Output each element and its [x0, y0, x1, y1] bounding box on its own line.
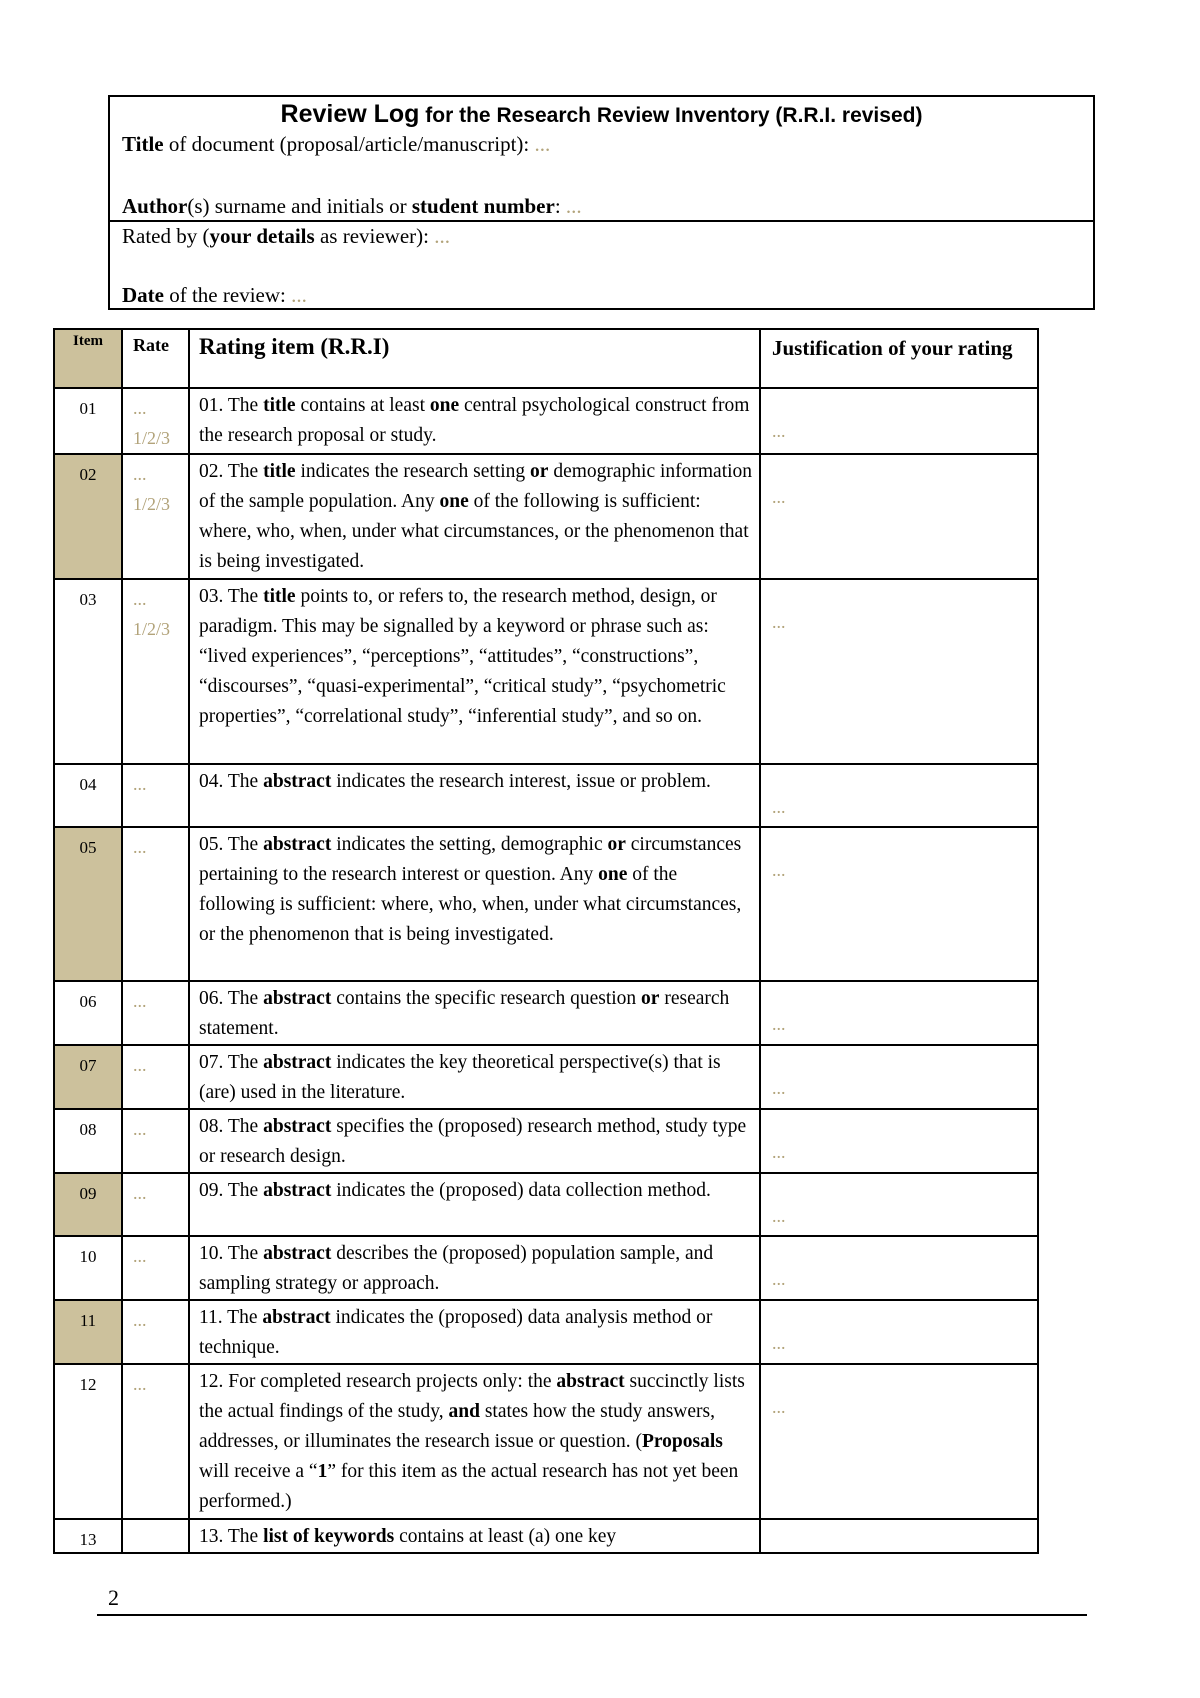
rating-item-segment: of the following is sufficient: where, who, when, under what circumstances, or the phenomenon that is being investigated. — [199, 864, 742, 945]
table-row — [54, 1173, 1038, 1236]
justification-placeholder: ... — [772, 612, 786, 632]
rate-input-cell[interactable] — [122, 579, 189, 764]
rating-item-text — [189, 1173, 760, 1236]
justification-placeholder: ... — [772, 1142, 786, 1162]
reviewer-info-section — [110, 220, 1093, 308]
item-number-cell: 05 — [54, 827, 122, 981]
rating-item-text — [189, 1300, 760, 1364]
rate-scale-hint: 1/2/3 — [133, 494, 171, 514]
rated-by-label-rest: as reviewer): — [314, 224, 435, 248]
rating-item-emphasis: abstract — [263, 771, 332, 792]
rating-table-body — [54, 388, 1038, 1553]
rating-item-emphasis: or — [607, 834, 626, 855]
rating-item-segment: succinctly lists the actual findings of the study, — [199, 1371, 745, 1422]
rating-item-text — [189, 981, 760, 1045]
rating-item-emphasis: abstract — [263, 834, 332, 855]
rating-item-segment: indicates the research setting — [295, 461, 531, 482]
rating-item-emphasis: abstract — [262, 1307, 331, 1328]
rate-placeholder: ... — [133, 1310, 147, 1330]
author-label-colon: : — [554, 194, 566, 218]
item-column-header: Item — [54, 329, 122, 388]
rate-placeholder: ... — [133, 1374, 147, 1394]
document-title-label-bold: Title — [122, 132, 164, 156]
date-label: of the review: — [163, 283, 292, 307]
rating-item-column-header: Rating item (R.R.I) — [189, 329, 760, 388]
date-placeholder: ... — [291, 283, 307, 307]
justification-placeholder: ... — [772, 797, 786, 817]
item-number-cell: 07 — [54, 1045, 122, 1109]
rate-input-cell[interactable] — [122, 454, 189, 579]
date-label-bold: Date — [122, 283, 164, 307]
rating-item-emphasis: title — [263, 461, 296, 482]
rating-item-segment: 04. The — [199, 771, 264, 792]
document-title-placeholder: ... — [534, 132, 551, 156]
rate-scale-hint: 1/2/3 — [133, 428, 171, 448]
rating-item-segment: indicates the key theoretical perspective(s) that is (are) used in the literature. — [199, 1052, 721, 1103]
rated-by-field[interactable] — [122, 223, 450, 249]
page-number: 2 — [108, 1585, 119, 1610]
rating-item-emphasis: one — [429, 395, 460, 416]
rating-item-text — [189, 1109, 760, 1173]
rating-item-emphasis: abstract — [263, 1180, 332, 1201]
justification-input-cell[interactable] — [760, 579, 1038, 764]
rate-input-cell[interactable] — [122, 1364, 189, 1519]
justification-input-cell[interactable] — [760, 827, 1038, 981]
rating-item-text — [189, 1236, 760, 1300]
rating-item-emphasis: abstract — [263, 1116, 332, 1137]
rating-item-segment: central psychological construct from the research proposal or study. — [199, 395, 750, 446]
rate-placeholder: ... — [133, 1055, 147, 1075]
table-row — [54, 388, 1038, 454]
rating-item-segment: ” for this item as the actual research has not yet been performed.) — [199, 1461, 739, 1512]
item-number-cell: 02 — [54, 454, 122, 579]
table-row — [54, 454, 1038, 579]
rate-input-cell[interactable] — [122, 764, 189, 827]
table-row — [54, 1236, 1038, 1300]
student-number-label: student number — [411, 194, 555, 218]
rating-item-segment: of the following is sufficient: where, who, when, under what circumstances, or the phenomenon that is being investigated. — [199, 491, 749, 572]
rate-input-cell[interactable] — [122, 1109, 189, 1173]
rating-item-segment: 09. The — [199, 1180, 264, 1201]
justification-placeholder: ... — [772, 1014, 786, 1034]
document-info-section — [110, 97, 1093, 220]
item-number-cell: 10 — [54, 1236, 122, 1300]
rating-item-segment: states how the study answers, addresses, or illuminates the research issue or question. ( — [199, 1401, 715, 1452]
rated-by-placeholder: ... — [434, 224, 450, 248]
rating-item-segment: 11. The — [199, 1307, 263, 1328]
rating-item-emphasis: title — [263, 395, 296, 416]
rating-item-emphasis: abstract — [263, 1052, 332, 1073]
justification-placeholder: ... — [772, 1333, 786, 1353]
rate-placeholder: ... — [133, 464, 147, 484]
rating-item-segment: specifies the (proposed) research method, study type or research design. — [199, 1116, 747, 1167]
rating-item-emphasis: abstract — [263, 988, 332, 1009]
rate-scale-hint: 1/2/3 — [133, 619, 171, 639]
rate-placeholder: ... — [133, 774, 147, 794]
rating-item-emphasis: 1 — [317, 1461, 328, 1482]
table-row — [54, 1364, 1038, 1519]
rating-item-emphasis: or — [530, 461, 549, 482]
rating-item-segment: 02. The — [199, 461, 264, 482]
rating-item-segment: research statement. — [199, 988, 730, 1039]
author-field[interactable] — [122, 193, 582, 219]
table-row — [54, 827, 1038, 981]
rating-item-segment: 03. The — [199, 586, 264, 607]
justification-input-cell[interactable] — [760, 1109, 1038, 1173]
rate-input-cell[interactable] — [122, 388, 189, 454]
rating-item-text — [189, 827, 760, 981]
rate-input-cell[interactable] — [122, 1236, 189, 1300]
item-number-cell: 06 — [54, 981, 122, 1045]
rating-item-segment: indicates the (proposed) data analysis method or technique. — [199, 1307, 713, 1358]
rate-placeholder: ... — [133, 991, 147, 1011]
justification-input-cell[interactable] — [760, 1300, 1038, 1364]
justification-input-cell[interactable] — [760, 1236, 1038, 1300]
rating-item-emphasis: abstract — [263, 1243, 332, 1264]
rate-input-cell[interactable] — [122, 1173, 189, 1236]
rating-item-segment: indicates the (proposed) data collection method. — [331, 1180, 711, 1201]
table-row — [54, 1519, 1038, 1553]
rating-item-segment: 13. The — [199, 1526, 264, 1547]
rated-by-label: Rated by ( — [122, 224, 210, 248]
justification-placeholder: ... — [772, 1397, 786, 1417]
table-row — [54, 1109, 1038, 1173]
rate-input-cell[interactable] — [122, 827, 189, 981]
document-title-label: of document (proposal/article/manuscript): — [163, 132, 535, 156]
justification-placeholder: ... — [772, 1269, 786, 1289]
rating-item-segment: will receive a “ — [199, 1461, 318, 1482]
rate-input-cell[interactable] — [122, 1300, 189, 1364]
rate-input-cell[interactable] — [122, 1045, 189, 1109]
rating-item-text — [189, 1045, 760, 1109]
rate-placeholder: ... — [133, 1119, 147, 1139]
rate-placeholder: ... — [133, 589, 147, 609]
table-row — [54, 1300, 1038, 1364]
item-number-cell: 03 — [54, 579, 122, 764]
review-log-title — [110, 100, 1093, 130]
rating-item-emphasis: list of keywords — [263, 1526, 395, 1547]
item-number-cell: 13 — [54, 1519, 122, 1553]
item-number-cell: 08 — [54, 1109, 122, 1173]
rating-item-segment: describes the (proposed) population sample, and sampling strategy or approach. — [199, 1243, 714, 1294]
item-number-cell: 11 — [54, 1300, 122, 1364]
rating-item-text — [189, 1364, 760, 1519]
rating-item-emphasis: and — [448, 1401, 480, 1422]
rating-item-segment: 05. The — [199, 834, 264, 855]
rating-item-segment: contains at least (a) one key — [394, 1526, 617, 1547]
your-details-label: your details — [209, 224, 315, 248]
justification-placeholder: ... — [772, 1078, 786, 1098]
rating-item-emphasis: one — [598, 864, 628, 885]
rate-input-cell[interactable] — [122, 981, 189, 1045]
document-title-field[interactable] — [122, 131, 550, 157]
rating-item-segment: indicates the research interest, issue or problem. — [331, 771, 711, 792]
review-date-field[interactable] — [122, 282, 307, 308]
justification-input-cell[interactable] — [760, 1173, 1038, 1236]
rating-item-emphasis: or — [641, 988, 660, 1009]
justification-placeholder: ... — [772, 421, 786, 441]
rating-item-segment: 07. The — [199, 1052, 264, 1073]
justification-input-cell[interactable] — [760, 764, 1038, 827]
author-placeholder: ... — [565, 194, 582, 218]
justification-placeholder: ... — [772, 487, 786, 507]
rating-item-emphasis: Proposals — [641, 1431, 723, 1452]
author-label: (s) surname and initials or — [187, 194, 412, 218]
title-main: Review Log — [280, 100, 420, 128]
rating-item-emphasis: title — [263, 586, 296, 607]
justification-input-cell[interactable] — [760, 1364, 1038, 1519]
justification-input-cell[interactable] — [760, 454, 1038, 579]
rating-item-emphasis: one — [439, 491, 469, 512]
table-row — [54, 1045, 1038, 1109]
rate-placeholder: ... — [133, 837, 147, 857]
item-number-cell: 04 — [54, 764, 122, 827]
author-label-bold: Author — [122, 194, 188, 218]
table-row — [54, 981, 1038, 1045]
rating-item-text — [189, 388, 760, 454]
rating-item-segment: points to, or refers to, the research method, design, or paradigm. This may be signalled by a keyword or phrase such as: “lived experiences”, “perceptions”, “attitudes”, “constructions”, “discourses”, “quasi-experimental”, “critical study”, “psychometric properties”, “correlational study”, “inferential study”, and so on. — [199, 586, 726, 727]
rate-placeholder: ... — [133, 398, 147, 418]
rating-item-segment: contains the specific research question — [331, 988, 642, 1009]
rating-item-emphasis: abstract — [556, 1371, 625, 1392]
title-subtitle: for the Research Review Inventory (R.R.I. revised) — [419, 104, 923, 127]
item-number-cell: 01 — [54, 388, 122, 454]
rating-item-segment: 01. The — [199, 395, 264, 416]
rating-item-segment: 10. The — [199, 1243, 264, 1264]
rating-item-segment: contains at least — [295, 395, 430, 416]
table-header-row — [54, 329, 1038, 388]
rate-column-header: Rate — [122, 329, 189, 388]
review-log-header — [108, 95, 1095, 310]
justification-input-cell[interactable] — [760, 1045, 1038, 1109]
rating-item-segment: 08. The — [199, 1116, 264, 1137]
rating-item-text — [189, 454, 760, 579]
table-row — [54, 579, 1038, 764]
justification-input-cell[interactable] — [760, 1519, 1038, 1553]
justification-placeholder: ... — [772, 1206, 786, 1226]
rate-placeholder: ... — [133, 1246, 147, 1266]
justification-column-header: Justification of your rating — [760, 329, 1038, 388]
justification-input-cell[interactable] — [760, 388, 1038, 454]
justification-input-cell[interactable] — [760, 981, 1038, 1045]
rating-table — [53, 328, 1039, 1554]
rate-placeholder: ... — [133, 1183, 147, 1203]
rating-item-segment: 12. For completed research projects only: the — [199, 1371, 557, 1392]
footer-divider — [97, 1614, 1087, 1616]
rate-input-cell[interactable] — [122, 1519, 189, 1553]
rating-item-text — [189, 764, 760, 827]
rating-item-segment: indicates the setting, demographic — [331, 834, 608, 855]
table-row — [54, 764, 1038, 827]
rating-item-segment: 06. The — [199, 988, 264, 1009]
rating-item-text — [189, 579, 760, 764]
item-number-cell: 09 — [54, 1173, 122, 1236]
rating-item-segment: demographic information of the sample population. Any — [199, 461, 753, 512]
rating-item-segment: circumstances pertaining to the research interest or question. Any — [199, 834, 742, 885]
item-number-cell: 12 — [54, 1364, 122, 1519]
justification-placeholder: ... — [772, 860, 786, 880]
rating-item-text — [189, 1519, 760, 1553]
